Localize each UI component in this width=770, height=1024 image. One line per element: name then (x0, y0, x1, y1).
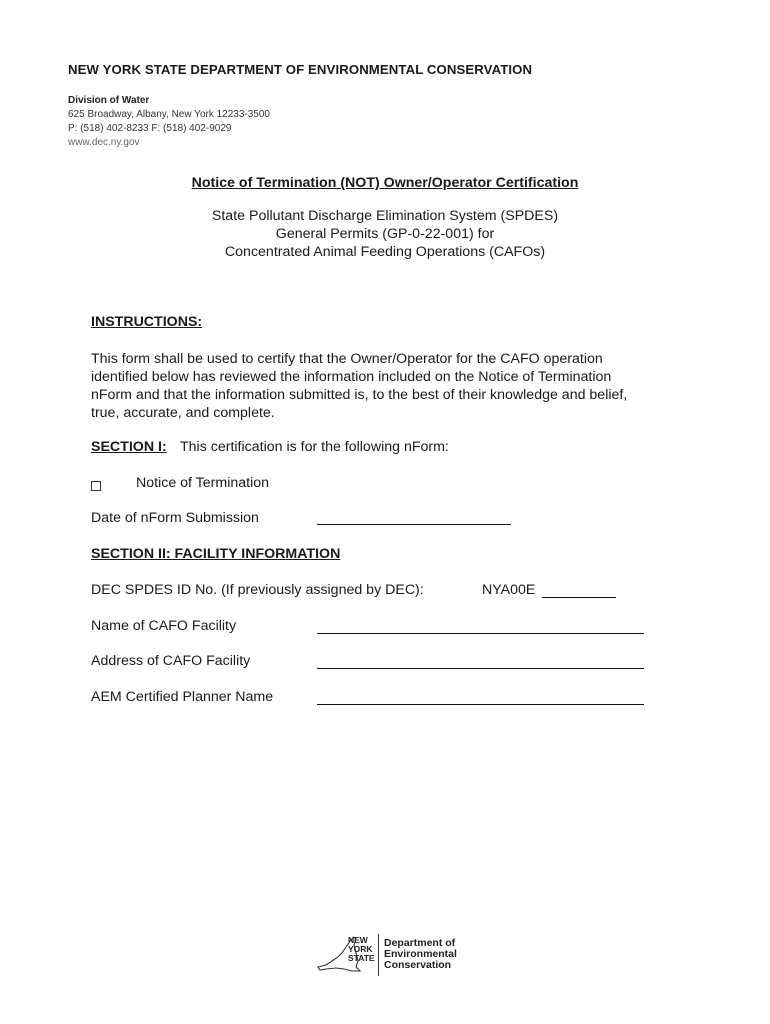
checkbox-label: Notice of Termination (136, 475, 270, 491)
instructions-line: true, accurate, and complete. (91, 405, 275, 421)
dept-word-2: Environmental (384, 948, 457, 960)
planner-name-label: AEM Certified Planner Name (91, 689, 274, 705)
spdes-id-label: DEC SPDES ID No. (If previously assigned by DEC): (91, 582, 424, 598)
facility-address-label: Address of CAFO Facility (91, 653, 251, 669)
department-wordmark (384, 938, 457, 971)
instructions-line: This form shall be used to certify that the Owner/Operator for the CAFO operation (91, 351, 603, 367)
ny-state-wordmark (348, 936, 375, 963)
instructions-heading: INSTRUCTIONS: (91, 314, 203, 330)
agency-name: NEW YORK STATE DEPARTMENT OF ENVIRONMENTAL CONSERVATION (68, 62, 533, 77)
instructions-line: identified below has reviewed the information included on the Notice of Termination (91, 369, 612, 385)
division-name: Division of Water (68, 95, 150, 106)
dept-word-3: Conservation (384, 959, 452, 971)
spdes-id-prefix: NYA00E (482, 582, 536, 598)
subtitle-line-3: Concentrated Animal Feeding Operations (CAFOs) (224, 244, 546, 260)
facility-name-label: Name of CAFO Facility (91, 618, 237, 634)
facility-name-input-line[interactable] (317, 633, 644, 634)
instructions-paragraph (91, 350, 681, 422)
date-input-line[interactable] (317, 524, 511, 525)
section-2-heading: SECTION II: FACILITY INFORMATION (91, 546, 341, 562)
logo-divider (378, 934, 379, 976)
section-1-heading: SECTION I: (91, 439, 167, 455)
instructions-line: nForm and that the information submitted is, to the best of their knowledge and belief, (91, 387, 628, 403)
dept-word-1: Department of (384, 937, 456, 949)
planner-name-input-line[interactable] (317, 704, 644, 705)
subtitle-line-2: General Permits (GP-0-22-001) for (275, 226, 495, 242)
facility-address-input-line[interactable] (317, 668, 644, 669)
date-label: Date of nForm Submission (91, 510, 259, 526)
state-word-2: YORK (348, 944, 373, 954)
subtitle-line-1: State Pollutant Discharge Elimination System (SPDES) (211, 208, 559, 224)
spdes-id-input-line[interactable] (542, 597, 616, 598)
website-link[interactable]: www.dec.ny.gov (68, 137, 140, 148)
notice-of-termination-checkbox[interactable] (91, 481, 101, 491)
mailing-address: 625 Broadway, Albany, New York 12233-3500 (68, 109, 270, 120)
section-1-text: This certification is for the following nForm: (180, 439, 449, 455)
state-word-3: STATE (348, 953, 375, 963)
state-word-1: NEW (348, 935, 368, 945)
phone-fax: P: (518) 402-8233 F: (518) 402-9029 (68, 123, 232, 134)
form-title: Notice of Termination (NOT) Owner/Operator Certification (191, 175, 579, 191)
